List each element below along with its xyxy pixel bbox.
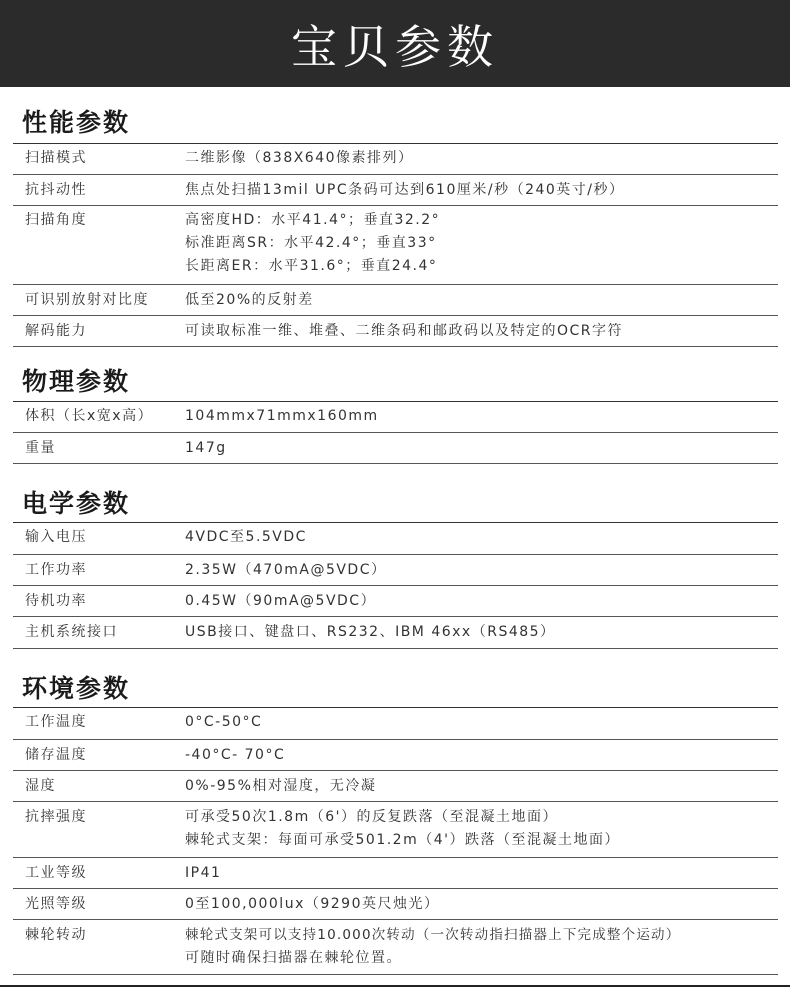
spec-value: 棘轮式支架可以支持10.000次转动（一次转动指扫描器上下完成整个运动） 可随时确保扫描器在棘轮位置。 xyxy=(185,927,681,966)
table-row xyxy=(13,802,778,858)
table-row xyxy=(13,740,778,771)
spec-table-performance xyxy=(13,143,778,347)
table-row xyxy=(13,586,778,617)
spec-value: 0至100,000lux（9290英尺烛光） xyxy=(185,896,440,912)
table-row xyxy=(13,402,778,433)
table-row xyxy=(13,523,778,555)
spec-key: 工作功率 xyxy=(25,562,87,578)
spec-value: IP41 xyxy=(185,865,222,881)
spec-key: 光照等级 xyxy=(25,896,87,912)
table-row xyxy=(13,920,778,975)
table-row xyxy=(13,858,778,889)
table-row xyxy=(13,708,778,740)
spec-value: 104mmx71mmx160mm xyxy=(185,408,379,424)
spec-key: 工作温度 xyxy=(25,714,87,730)
section-title-environment: 环境参数 xyxy=(22,674,131,703)
spec-value: 147g xyxy=(185,440,227,456)
spec-key: 解码能力 xyxy=(25,323,87,339)
spec-key: 体积（长x宽x高） xyxy=(25,408,154,424)
spec-value: -40°C- 70°C xyxy=(185,747,286,763)
spec-key: 可识别放射对比度 xyxy=(25,292,149,308)
spec-key: 抗摔强度 xyxy=(25,809,87,825)
spec-table-physical xyxy=(13,401,778,464)
spec-table-electrical xyxy=(13,522,778,649)
table-row xyxy=(13,433,778,464)
spec-value: 二维影像（838X640像素排列） xyxy=(185,150,414,166)
page-title: 宝贝参数 xyxy=(291,19,499,74)
section-title-performance: 性能参数 xyxy=(22,108,131,137)
spec-key: 工业等级 xyxy=(25,865,87,881)
spec-value: 0%-95%相对湿度，无冷凝 xyxy=(185,778,377,794)
spec-value: 2.35W（470mA@5VDC） xyxy=(185,562,387,578)
spec-value: 低至20%的反射差 xyxy=(185,292,314,308)
spec-value: 高密度HD：水平41.4°；垂直32.2° 标准距离SR：水平42.4°；垂直33° 长距离ER：水平31.6°；垂直24.4° xyxy=(185,212,441,274)
spec-value: 焦点处扫描13mil UPC条码可达到610厘米/秒（240英寸/秒） xyxy=(185,182,625,198)
table-row xyxy=(13,175,778,206)
spec-key: 主机系统接口 xyxy=(25,624,118,640)
spec-value: 可承受50次1.8m（6'）的反复跌落（至混凝土地面） 棘轮式支架：每面可承受501.2m（4'）跌落（至混凝土地面） xyxy=(185,809,620,848)
spec-value: 可读取标准一维、堆叠、二维条码和邮政码以及特定的OCR字符 xyxy=(185,323,624,339)
spec-key: 棘轮转动 xyxy=(25,927,87,943)
spec-value: 4VDC至5.5VDC xyxy=(185,529,307,545)
spec-table-environment xyxy=(13,707,778,975)
spec-value: 0.45W（90mA@5VDC） xyxy=(185,593,377,609)
spec-key: 待机功率 xyxy=(25,593,87,609)
spec-key: 输入电压 xyxy=(25,529,87,545)
table-row xyxy=(13,555,778,586)
section-title-physical: 物理参数 xyxy=(22,367,131,396)
table-row xyxy=(13,285,778,316)
bottom-divider xyxy=(0,985,790,987)
table-row xyxy=(13,144,778,175)
spec-key: 扫描角度 xyxy=(25,212,87,228)
table-row xyxy=(13,316,778,347)
section-title-electrical: 电学参数 xyxy=(22,489,131,518)
spec-value: 0°C-50°C xyxy=(185,714,263,730)
spec-key: 储存温度 xyxy=(25,747,87,763)
spec-value: USB接口、键盘口、RS232、IBM 46xx（RS485） xyxy=(185,624,556,640)
table-row xyxy=(13,617,778,649)
table-row xyxy=(13,206,778,285)
page-header xyxy=(0,0,790,87)
spec-key: 抗抖动性 xyxy=(25,182,87,198)
spec-key: 重量 xyxy=(25,440,56,456)
table-row xyxy=(13,889,778,920)
table-row xyxy=(13,771,778,802)
spec-key: 湿度 xyxy=(25,778,56,794)
spec-key: 扫描模式 xyxy=(25,150,87,166)
